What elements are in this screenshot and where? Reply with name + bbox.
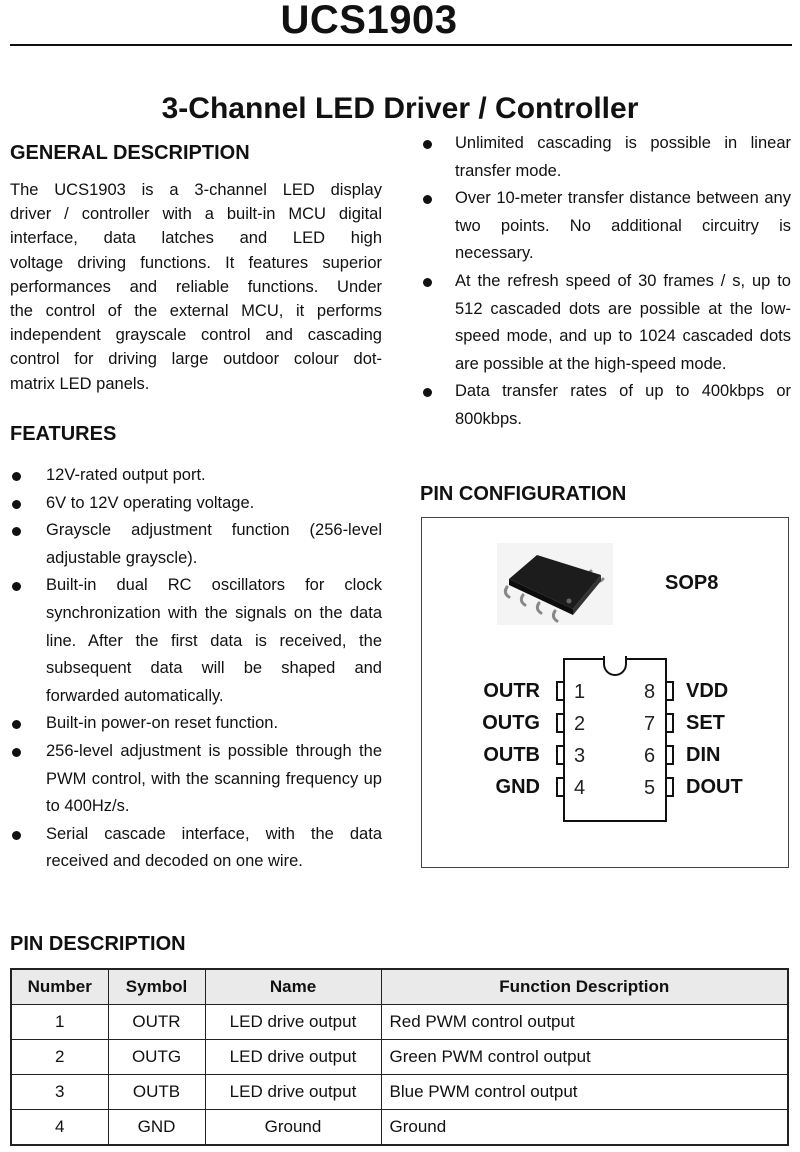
pin-label-outg: OUTG [482,712,540,734]
pin-configuration-heading: PIN CONFIGURATION [420,483,627,505]
table-row [11,1040,788,1075]
feature-item: Data transfer rates of up to 400kbps or 800kbps. [419,378,791,433]
description-line: The UCS1903 is a 3-channel LED display [10,181,382,199]
pin-label-din: DIN [686,744,721,766]
pin-number: 6 [644,745,656,767]
general-description-text [10,178,382,396]
bullet-icon [423,195,432,204]
cell-function: Blue PWM control output [381,1075,788,1110]
pin-lead [556,745,564,765]
column-header: Number [11,969,108,1005]
cell-name: LED drive output [205,1075,381,1110]
description-line: matrix LED panels. [10,374,150,393]
cell-number: 3 [11,1075,108,1110]
bullet-icon [12,720,21,729]
description-line: the control of the external MCU, it performs [10,302,382,321]
cell-name: LED drive output [205,1040,381,1075]
feature-item: Built-in dual RC oscillators for clock synchronization with the signals on the data line. After the first data is received, the subsequent data will be shaped and forwarded automatically. [10,572,382,710]
bullet-icon [12,831,21,840]
pin-label-set: SET [686,712,725,734]
feature-item: Grayscle adjustment function (256-level adjustable grayscle). [10,517,382,572]
pin-label-gnd: GND [495,776,540,798]
pin-number: 5 [644,777,656,799]
pin-lead [666,713,674,733]
feature-item: Over 10-meter transfer distance between any two points. No additional circuitry is necessary. [419,185,791,268]
feature-item: 6V to 12V operating voltage. [10,490,382,518]
document-subtitle: 3-Channel LED Driver / Controller [161,92,639,125]
bullet-icon [12,582,21,591]
pin-description-table [10,968,789,1146]
cell-number: 2 [11,1040,108,1075]
cell-function: Red PWM control output [381,1005,788,1040]
bullet-icon [423,278,432,287]
description-line: voltage driving functions. It features superior [10,253,382,272]
cell-symbol: OUTB [108,1075,205,1110]
features-list-left [10,462,382,876]
column-header: Function Description [381,969,788,1005]
bullet-icon [12,500,21,509]
bullet-icon [423,140,432,149]
document-title: UCS1903 [280,0,458,42]
pin-lead [666,681,674,701]
pin-label-outr: OUTR [483,680,540,702]
cell-symbol: OUTG [108,1040,205,1075]
feature-item: Unlimited cascading is possible in linear transfer mode. [419,130,791,185]
bullet-icon [12,527,21,536]
description-line: independent grayscale control and cascading [10,326,382,345]
bullet-icon [423,388,432,397]
pin-number: 1 [574,681,586,703]
pin-lead [666,777,674,797]
pin-number: 4 [574,777,586,799]
bullet-icon [12,748,21,757]
table-row [11,1005,788,1040]
column-header: Name [205,969,381,1005]
feature-item: At the refresh speed of 30 frames / s, up to 512 cascaded dots are possible at the low-speed mode, and up to 1024 cascaded dots are possible at the high-speed mode. [419,268,791,378]
title-divider [10,44,792,46]
chip-package-image [497,543,613,625]
cell-number: 4 [11,1110,108,1146]
cell-function: Ground [381,1110,788,1146]
table-row [11,1075,788,1110]
general-description-heading: GENERAL DESCRIPTION [10,142,250,164]
description-line: driver / controller with a built-in MCU digital [10,205,382,224]
feature-item: 256-level adjustment is possible through the PWM control, with the scanning frequency up to 400Hz/s. [10,738,382,821]
cell-name: Ground [205,1110,381,1146]
pin-number: 3 [574,745,586,767]
column-header: Symbol [108,969,205,1005]
pin-lead [666,745,674,765]
cell-function: Green PWM control output [381,1040,788,1075]
pin-description-heading: PIN DESCRIPTION [10,933,186,955]
feature-item: 12V-rated output port. [10,462,382,490]
package-label: SOP8 [665,572,719,594]
bullet-icon [12,472,21,481]
feature-item: Built-in power-on reset function. [10,710,382,738]
feature-item: Serial cascade interface, with the data received and decoded on one wire. [10,821,382,876]
pin-label-outb: OUTB [483,744,540,766]
cell-number: 1 [11,1005,108,1040]
description-line: performances and reliable functions. Under [10,277,382,296]
features-heading: FEATURES [10,423,117,445]
pin-label-vdd: VDD [686,680,729,702]
pin-number: 2 [574,713,586,735]
cell-symbol: GND [108,1110,205,1146]
pin-number: 7 [644,713,656,735]
cell-symbol: OUTR [108,1005,205,1040]
pin-label-dout: DOUT [686,776,743,798]
pin-lead [556,713,564,733]
table-row [11,1110,788,1146]
cell-name: LED drive output [205,1005,381,1040]
table-header-row [11,969,788,1005]
description-line: control for driving large outdoor colour dot- [10,350,382,369]
pin-lead [556,681,564,701]
features-list-right [419,130,791,434]
description-line: interface, data latches and LED high [10,229,382,248]
pin-number: 8 [644,681,656,703]
pin-lead [556,777,564,797]
